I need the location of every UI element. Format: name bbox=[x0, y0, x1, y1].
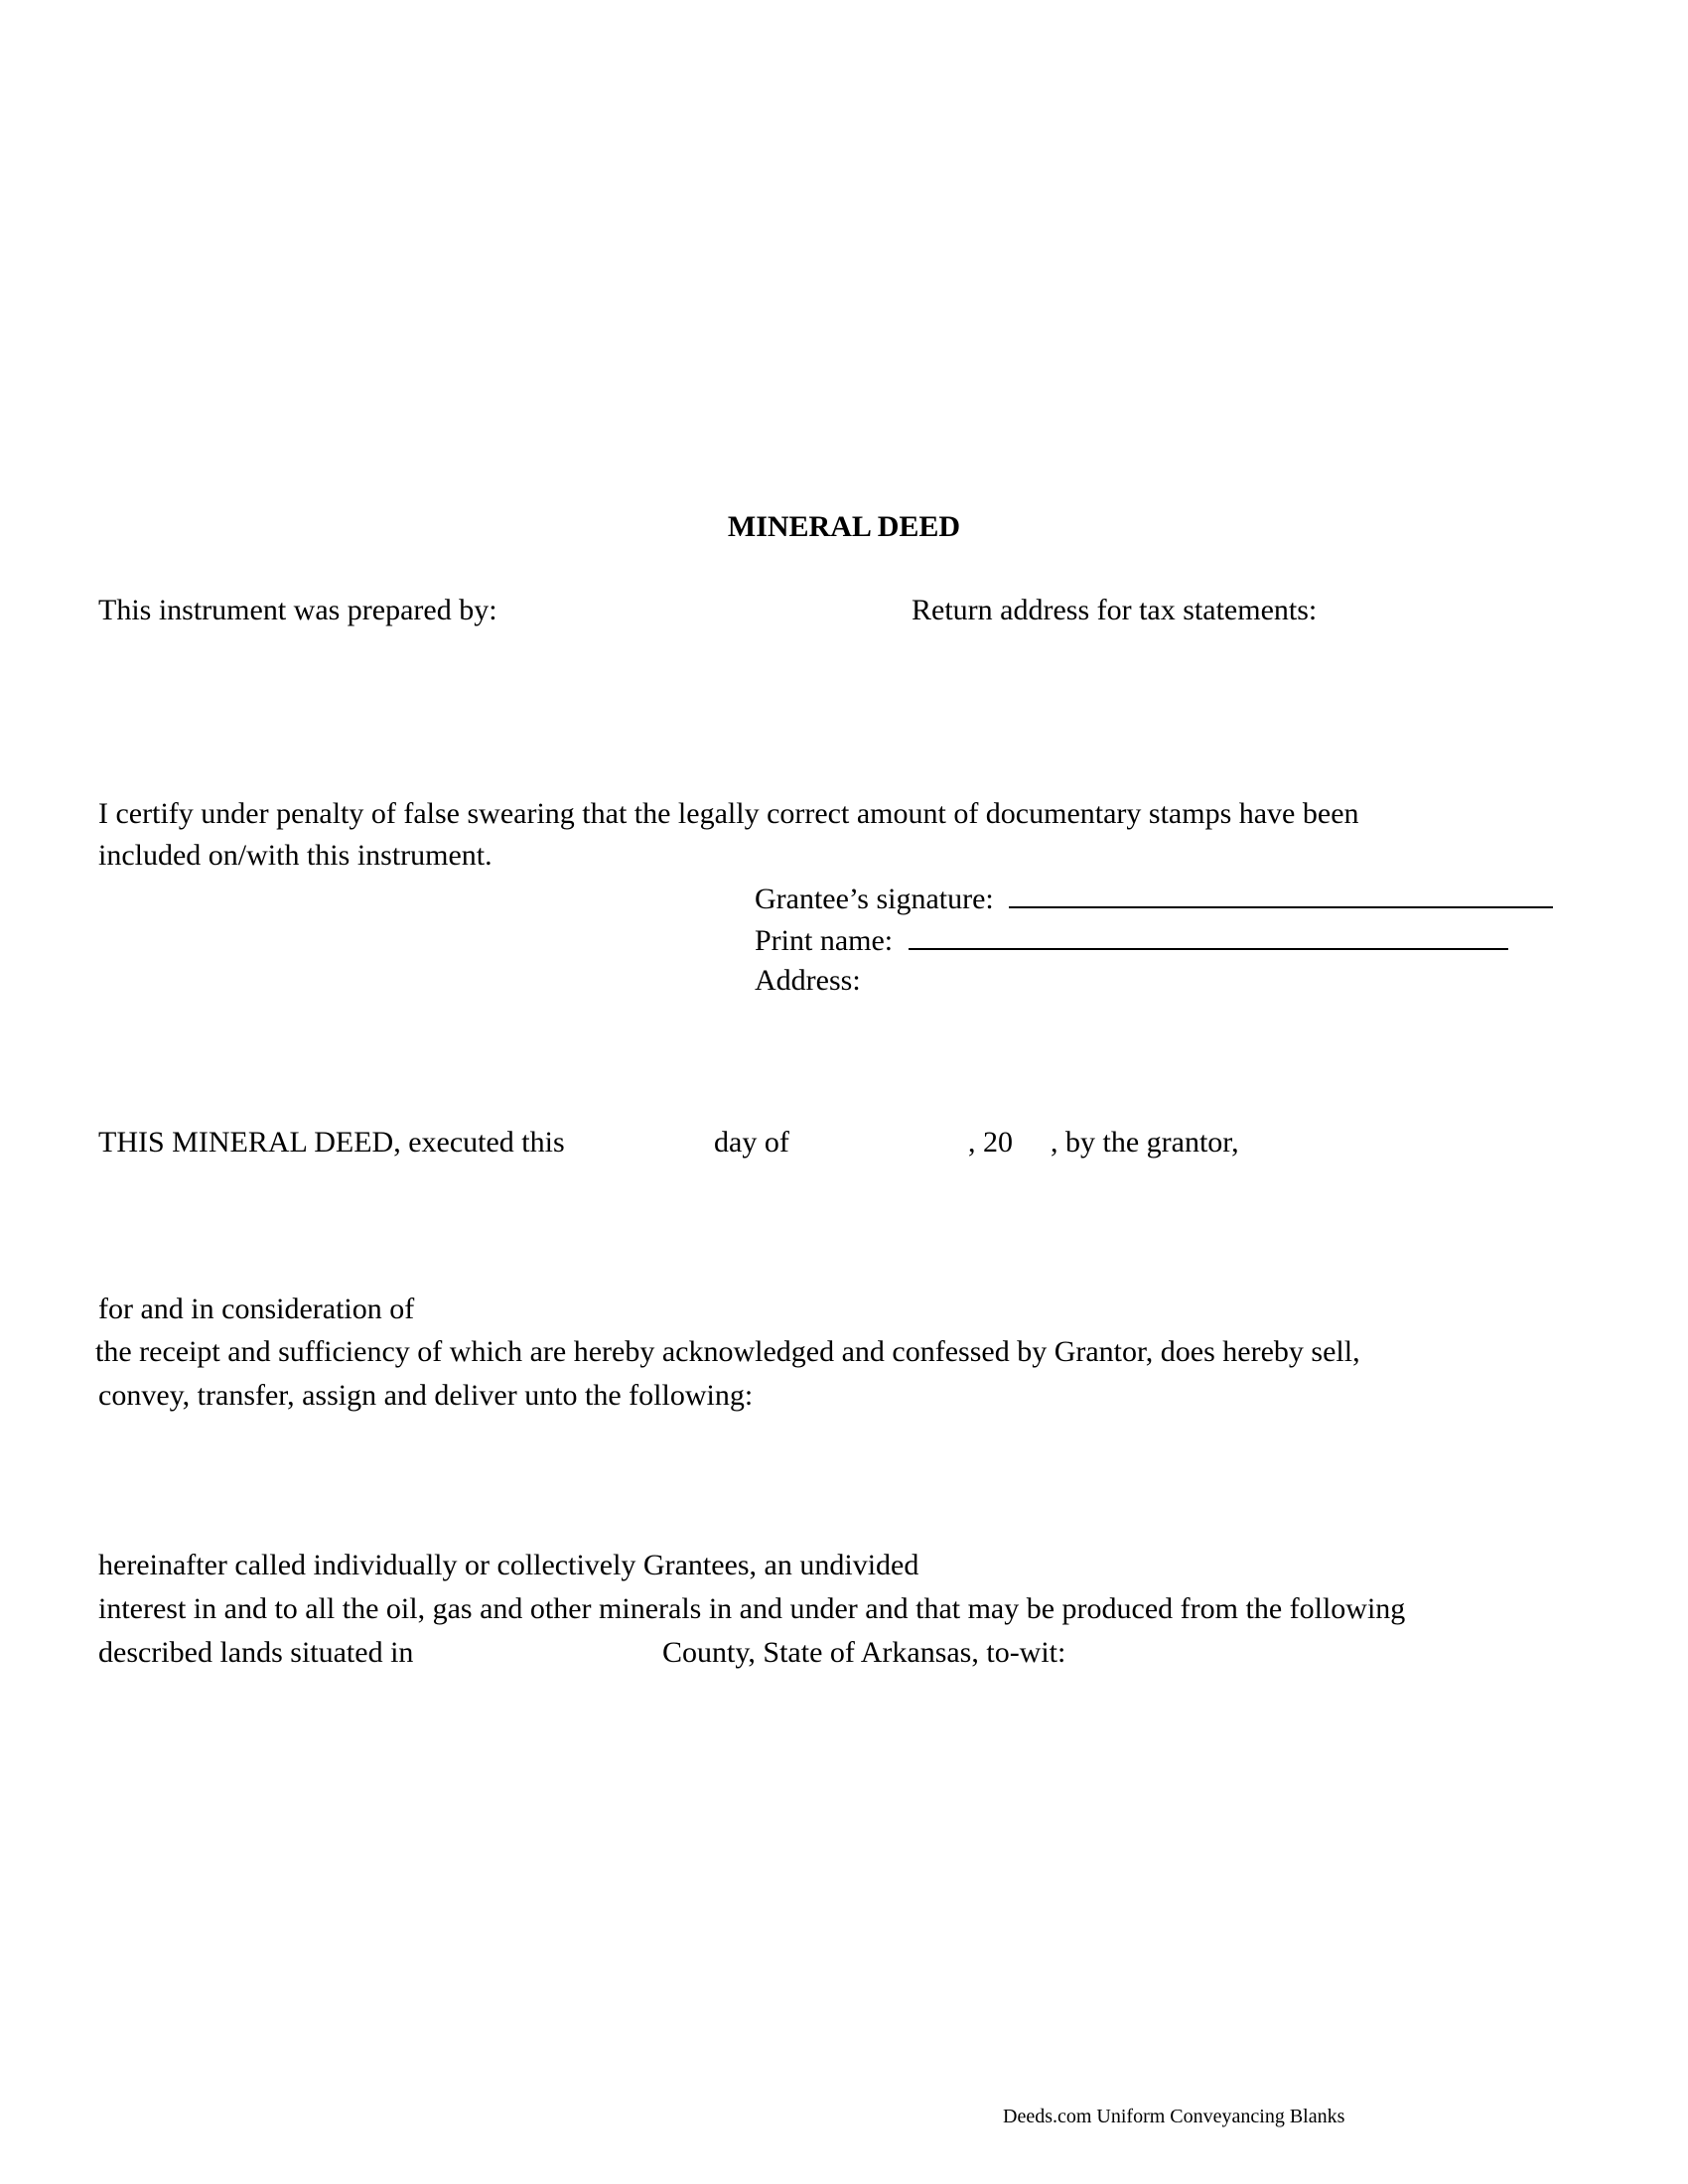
address-label: Address: bbox=[755, 964, 861, 997]
footer-text: Deeds.com Uniform Conveyancing Blanks bbox=[1003, 2106, 1345, 2127]
execution-text-1: THIS MINERAL DEED, executed this bbox=[98, 1126, 565, 1159]
execution-text-3: , 20 bbox=[968, 1126, 1013, 1159]
grantees-line-1: hereinafter called individually or collectively Grantees, an undivided bbox=[98, 1549, 919, 1581]
grantees-line-3a: described lands situated in bbox=[98, 1636, 414, 1669]
execution-text-4: , by the grantor, bbox=[1051, 1126, 1239, 1159]
consideration-line-1: for and in consideration of bbox=[98, 1293, 415, 1325]
certify-line-1: I certify under penalty of false swearing that the legally correct amount of documentary stamps have been bbox=[98, 797, 1359, 830]
grantee-signature-row bbox=[755, 881, 1553, 916]
certify-line-2: included on/with this instrument. bbox=[98, 839, 492, 872]
consideration-line-3: convey, transfer, assign and deliver unto the following: bbox=[98, 1379, 754, 1412]
print-name-line[interactable] bbox=[909, 922, 1508, 950]
consideration-line-2: the receipt and sufficiency of which are hereby acknowledged and confessed by Grantor, does hereby sell, bbox=[95, 1335, 1360, 1368]
document-title: MINERAL DEED bbox=[727, 510, 961, 543]
grantee-signature-label: Grantee’s signature: bbox=[755, 883, 994, 915]
grantees-line-2: interest in and to all the oil, gas and other minerals in and under and that may be produced from the following bbox=[98, 1592, 1406, 1625]
execution-text-2: day of bbox=[714, 1126, 789, 1159]
print-name-label: Print name: bbox=[755, 924, 894, 957]
return-address-label: Return address for tax statements: bbox=[912, 594, 1318, 626]
grantee-signature-line[interactable] bbox=[1009, 881, 1553, 908]
prepared-by-label: This instrument was prepared by: bbox=[98, 594, 497, 626]
print-name-row bbox=[755, 922, 1508, 958]
grantees-line-3b: County, State of Arkansas, to-wit: bbox=[662, 1636, 1066, 1669]
